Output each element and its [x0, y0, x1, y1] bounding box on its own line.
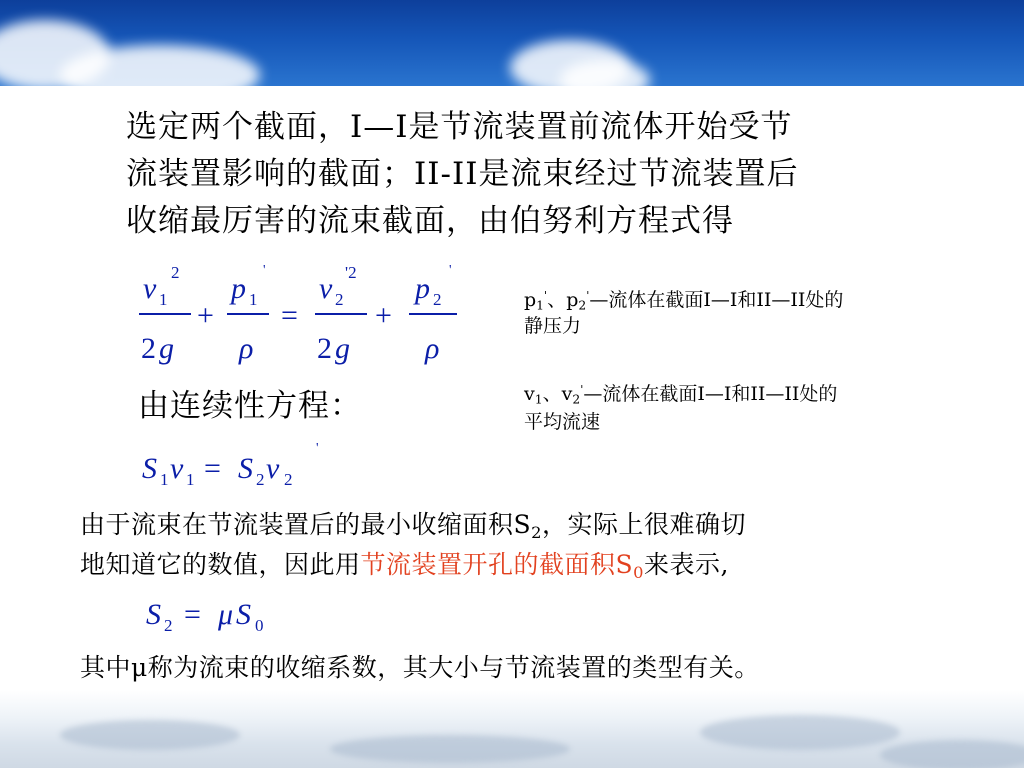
svg-text:v: v — [266, 452, 280, 485]
ground-strip — [0, 690, 1024, 768]
contraction-equation — [144, 588, 294, 640]
svg-text:=: = — [204, 452, 221, 485]
svg-text:2: 2 — [317, 332, 332, 365]
svg-text:S: S — [142, 452, 157, 485]
svg-text:0: 0 — [255, 616, 264, 635]
svg-text:1: 1 — [186, 470, 195, 489]
svg-text:+: + — [197, 299, 214, 332]
svg-text:': ' — [449, 263, 452, 278]
svg-text:+: + — [375, 299, 392, 332]
svg-text:': ' — [316, 441, 319, 456]
intro-line-1: 选定两个截面，I—I是节流装置前流体开始受节 — [126, 109, 793, 145]
svg-text:v: v — [319, 272, 333, 305]
explanation-line-1: 由于流束在节流装置后的最小收缩面积$S_2$，实际上很难确切 — [80, 510, 746, 542]
velocity-note-line-2: 平均流速 — [524, 411, 601, 433]
svg-text:g: g — [335, 332, 350, 365]
highlight-text: 节流装置开孔的截面积$S_0$ — [360, 550, 644, 582]
svg-text:1: 1 — [249, 290, 258, 309]
svg-text:S: S — [146, 598, 161, 631]
continuity-equation — [140, 440, 340, 496]
svg-text:2: 2 — [284, 470, 293, 489]
svg-text:2: 2 — [335, 290, 344, 309]
continuity-label: 由连续性方程： — [138, 388, 362, 424]
svg-text:S: S — [238, 452, 253, 485]
svg-text:v: v — [143, 272, 157, 305]
svg-text:'2: '2 — [345, 263, 357, 282]
svg-text:2: 2 — [164, 616, 173, 635]
svg-text:': ' — [263, 263, 266, 278]
pressure-note-line-2: 静压力 — [524, 315, 582, 337]
svg-text:μ: μ — [218, 598, 234, 631]
svg-text:1: 1 — [160, 470, 169, 489]
svg-text:2: 2 — [171, 263, 180, 282]
svg-text:ρ: ρ — [425, 332, 440, 365]
svg-text:S: S — [236, 598, 251, 631]
svg-text:2: 2 — [256, 470, 265, 489]
intro-line-3: 收缩最厉害的流束截面，由伯努利方程式得 — [126, 203, 734, 239]
sky-banner — [0, 0, 1024, 86]
svg-text:g: g — [159, 332, 174, 365]
svg-text:=: = — [281, 299, 298, 332]
svg-text:p: p — [231, 272, 246, 305]
svg-text:1: 1 — [159, 290, 168, 309]
pressure-note: $p_1'$、$p_2'—$流体在截面I—I和II—II处的 — [524, 288, 844, 313]
bernoulli-equation — [135, 258, 470, 376]
intro-line-2: 流装置影响的截面；II-II是流束经过节流装置后 — [126, 156, 799, 192]
explanation-line-2: 地知道它的数值，因此用节流装置开孔的截面积$S_0$来表示, — [80, 550, 729, 582]
svg-text:p: p — [415, 272, 430, 305]
svg-text:=: = — [184, 598, 201, 631]
svg-text:2: 2 — [433, 290, 442, 309]
mu-definition: 其中μ称为流束的收缩系数，其大小与节流装置的类型有关。 — [80, 653, 760, 682]
svg-text:2: 2 — [141, 332, 156, 365]
velocity-note: $v_1$、$v_2'—$流体在截面I—I和II—II处的 — [524, 382, 838, 407]
svg-text:ρ: ρ — [239, 332, 254, 365]
svg-text:v: v — [170, 452, 184, 485]
